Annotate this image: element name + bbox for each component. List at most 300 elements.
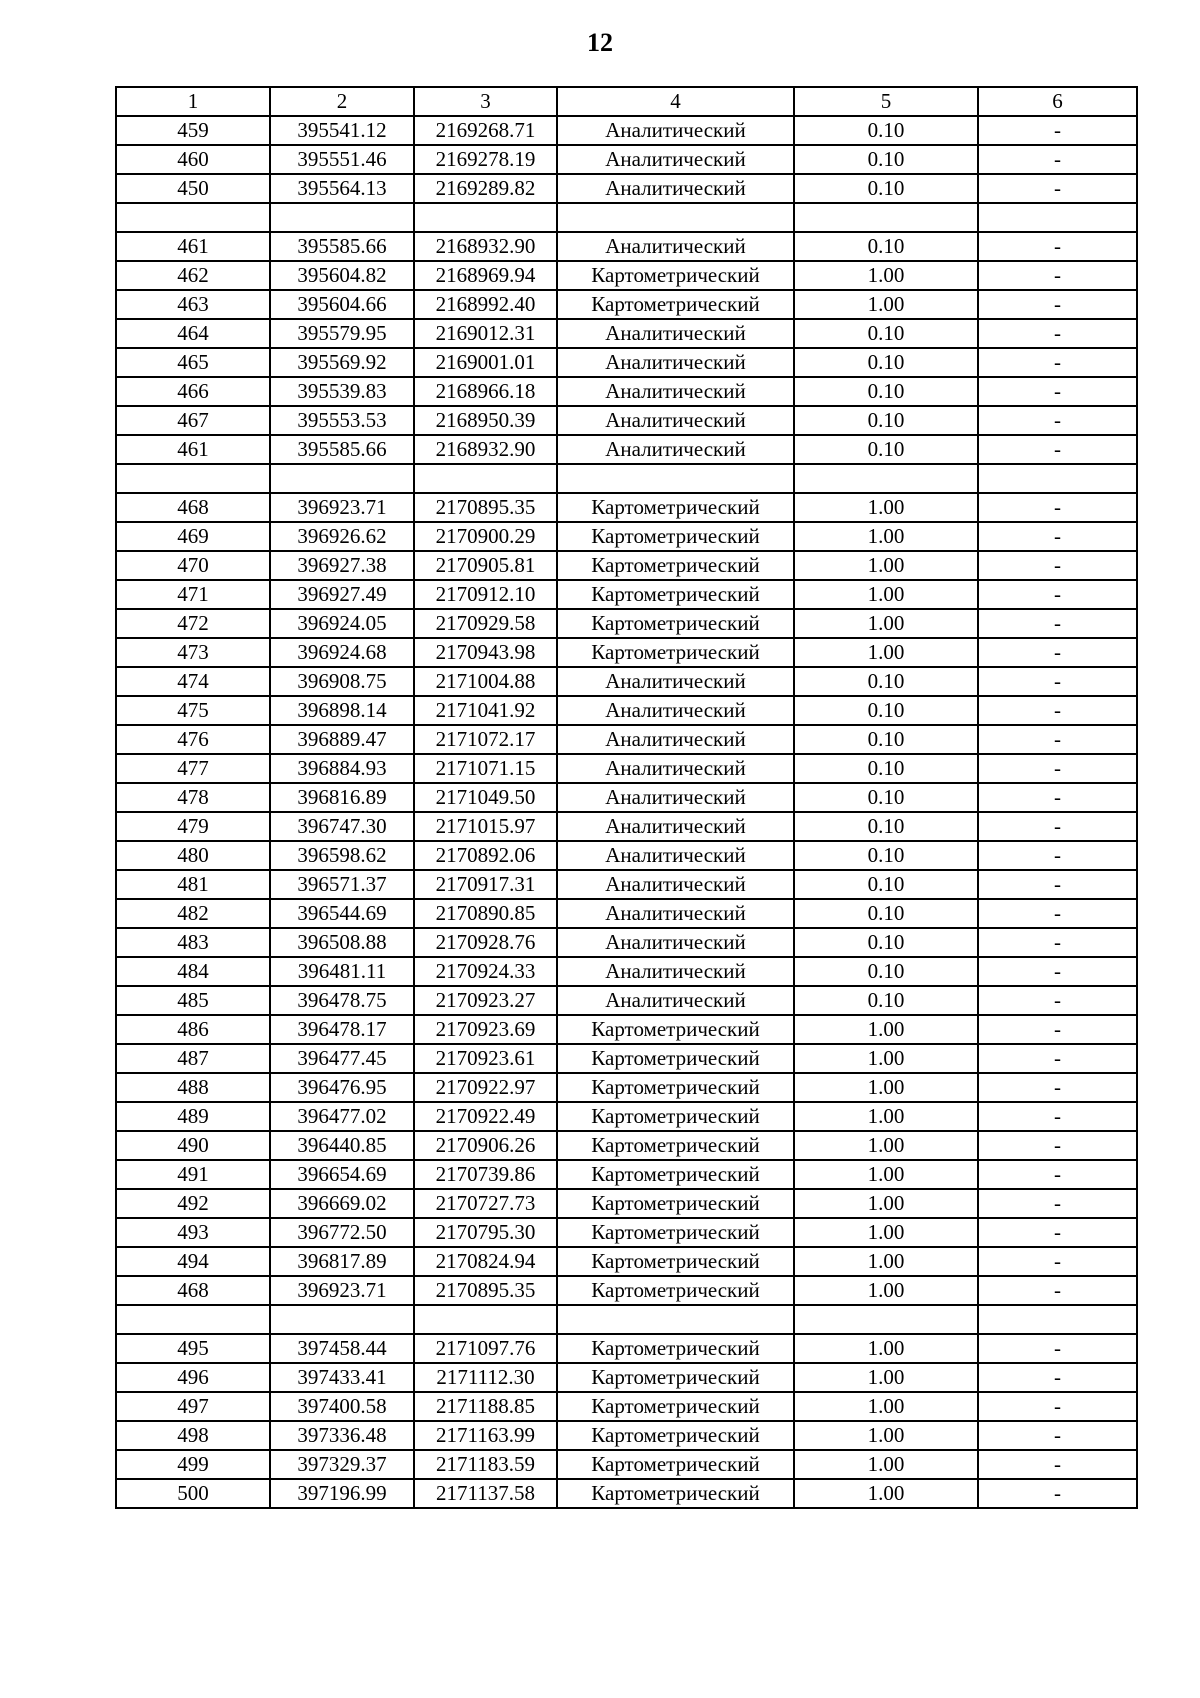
table-cell: 2171112.30 — [414, 1363, 557, 1392]
table-row — [116, 580, 1137, 609]
table-cell: 479 — [116, 812, 270, 841]
table-cell: Картометрический — [557, 551, 794, 580]
table-cell: Аналитический — [557, 783, 794, 812]
table-cell: - — [978, 667, 1137, 696]
table-cell: 2171049.50 — [414, 783, 557, 812]
table-cell: 396926.62 — [270, 522, 414, 551]
table-cell: 2170922.97 — [414, 1073, 557, 1102]
table-body — [116, 87, 1137, 1508]
table-cell: 1.00 — [794, 1334, 978, 1363]
table-cell: - — [978, 435, 1137, 464]
table-cell: 1.00 — [794, 1479, 978, 1508]
table-cell: Картометрический — [557, 261, 794, 290]
table-cell: - — [978, 348, 1137, 377]
table-cell: 2169012.31 — [414, 319, 557, 348]
table-cell: 483 — [116, 928, 270, 957]
table-row — [116, 1218, 1137, 1247]
table-cell: 1.00 — [794, 1218, 978, 1247]
table-cell: Картометрический — [557, 1450, 794, 1479]
table-row — [116, 1305, 1137, 1334]
table-cell: 395541.12 — [270, 116, 414, 145]
table-cell: 395604.66 — [270, 290, 414, 319]
header-cell: 1 — [116, 87, 270, 116]
table-cell: 468 — [116, 493, 270, 522]
table-cell: 0.10 — [794, 812, 978, 841]
table-cell: Картометрический — [557, 1334, 794, 1363]
table-cell: Картометрический — [557, 1363, 794, 1392]
table-cell: 395585.66 — [270, 232, 414, 261]
table-cell — [270, 203, 414, 232]
table-cell — [794, 464, 978, 493]
header-cell: 2 — [270, 87, 414, 116]
table-cell: Картометрический — [557, 1044, 794, 1073]
table-cell: 396816.89 — [270, 783, 414, 812]
header-cell: 5 — [794, 87, 978, 116]
table-cell: 2170922.49 — [414, 1102, 557, 1131]
table-cell: 491 — [116, 1160, 270, 1189]
table-cell: 396508.88 — [270, 928, 414, 957]
table-cell: 396598.62 — [270, 841, 414, 870]
table-cell: 396481.11 — [270, 957, 414, 986]
table-row — [116, 522, 1137, 551]
table-cell: - — [978, 1218, 1137, 1247]
table-cell: 464 — [116, 319, 270, 348]
table-cell: 496 — [116, 1363, 270, 1392]
table-cell: - — [978, 1073, 1137, 1102]
table-row — [116, 754, 1137, 783]
table-cell: 461 — [116, 435, 270, 464]
table-cell: - — [978, 609, 1137, 638]
table-cell: 460 — [116, 145, 270, 174]
table-cell — [116, 1305, 270, 1334]
table-cell: Аналитический — [557, 899, 794, 928]
table-cell: 396440.85 — [270, 1131, 414, 1160]
table-row — [116, 319, 1137, 348]
table-row — [116, 725, 1137, 754]
table-cell: - — [978, 1102, 1137, 1131]
table-cell: 2171097.76 — [414, 1334, 557, 1363]
table-cell: 396927.38 — [270, 551, 414, 580]
table-cell: Аналитический — [557, 870, 794, 899]
table-cell: Картометрический — [557, 609, 794, 638]
table-cell — [414, 464, 557, 493]
table-cell: - — [978, 986, 1137, 1015]
table-cell: Картометрический — [557, 1131, 794, 1160]
table-cell: - — [978, 725, 1137, 754]
table-row — [116, 377, 1137, 406]
header-row — [116, 87, 1137, 116]
table-cell: - — [978, 1044, 1137, 1073]
table-cell: 0.10 — [794, 986, 978, 1015]
table-cell — [978, 1305, 1137, 1334]
table-cell — [978, 464, 1137, 493]
table-cell: 465 — [116, 348, 270, 377]
table-cell: 471 — [116, 580, 270, 609]
table-cell: 494 — [116, 1247, 270, 1276]
table-cell: 2169001.01 — [414, 348, 557, 377]
table-cell: 397336.48 — [270, 1421, 414, 1450]
table-cell: 2170895.35 — [414, 493, 557, 522]
table-cell: 499 — [116, 1450, 270, 1479]
table-cell: 397400.58 — [270, 1392, 414, 1421]
table-cell: 0.10 — [794, 348, 978, 377]
table-cell: 396476.95 — [270, 1073, 414, 1102]
table-cell: 396544.69 — [270, 899, 414, 928]
table-cell: 2168992.40 — [414, 290, 557, 319]
table-cell: 472 — [116, 609, 270, 638]
table-cell: 2170900.29 — [414, 522, 557, 551]
table-cell: 2171163.99 — [414, 1421, 557, 1450]
table-cell: 461 — [116, 232, 270, 261]
table-cell: 2170890.85 — [414, 899, 557, 928]
table-cell: - — [978, 1334, 1137, 1363]
table-cell: - — [978, 493, 1137, 522]
table-cell: 475 — [116, 696, 270, 725]
table-cell: 395604.82 — [270, 261, 414, 290]
table-row — [116, 116, 1137, 145]
table-cell: Аналитический — [557, 986, 794, 1015]
table-cell: 477 — [116, 754, 270, 783]
table-cell: 2168950.39 — [414, 406, 557, 435]
table-cell: 396478.17 — [270, 1015, 414, 1044]
table-cell: - — [978, 319, 1137, 348]
table-row — [116, 812, 1137, 841]
table-cell: 1.00 — [794, 1102, 978, 1131]
table-cell: - — [978, 696, 1137, 725]
table-cell: 396654.69 — [270, 1160, 414, 1189]
table-cell: 395579.95 — [270, 319, 414, 348]
table-row — [116, 899, 1137, 928]
table-cell: 0.10 — [794, 783, 978, 812]
table-row — [116, 609, 1137, 638]
table-cell: 0.10 — [794, 435, 978, 464]
table-cell: 484 — [116, 957, 270, 986]
table-row — [116, 145, 1137, 174]
table-cell: 2168932.90 — [414, 232, 557, 261]
table-cell: 395553.53 — [270, 406, 414, 435]
table-cell: Картометрический — [557, 1189, 794, 1218]
table-cell: Аналитический — [557, 696, 794, 725]
table-cell: 2170906.26 — [414, 1131, 557, 1160]
table-cell: 490 — [116, 1131, 270, 1160]
table-cell — [557, 464, 794, 493]
table-cell: 396923.71 — [270, 1276, 414, 1305]
table-cell: Аналитический — [557, 348, 794, 377]
table-cell: 1.00 — [794, 580, 978, 609]
table-cell — [270, 1305, 414, 1334]
table-cell: 2170923.61 — [414, 1044, 557, 1073]
table-cell: 2170895.35 — [414, 1276, 557, 1305]
table-cell: 0.10 — [794, 667, 978, 696]
table-cell: 1.00 — [794, 1450, 978, 1479]
table-cell: - — [978, 1015, 1137, 1044]
table-cell: 396898.14 — [270, 696, 414, 725]
table-cell: - — [978, 1479, 1137, 1508]
table-cell: 2169278.19 — [414, 145, 557, 174]
table-row — [116, 1421, 1137, 1450]
table-cell: 1.00 — [794, 1276, 978, 1305]
table-cell: 500 — [116, 1479, 270, 1508]
table-row — [116, 435, 1137, 464]
table-cell: 492 — [116, 1189, 270, 1218]
table-cell: Аналитический — [557, 174, 794, 203]
table-cell: 0.10 — [794, 406, 978, 435]
table-cell: Картометрический — [557, 493, 794, 522]
table-row — [116, 1131, 1137, 1160]
table-row — [116, 174, 1137, 203]
table-row — [116, 1044, 1137, 1073]
table-cell: 397433.41 — [270, 1363, 414, 1392]
table-cell: 1.00 — [794, 1131, 978, 1160]
table-cell: 2169289.82 — [414, 174, 557, 203]
table-cell: 2170929.58 — [414, 609, 557, 638]
table-cell — [978, 203, 1137, 232]
table-cell: 462 — [116, 261, 270, 290]
table-cell: - — [978, 261, 1137, 290]
table-row — [116, 1015, 1137, 1044]
table-cell: 2170928.76 — [414, 928, 557, 957]
table-cell: 0.10 — [794, 754, 978, 783]
table-cell: 1.00 — [794, 1160, 978, 1189]
table-cell: 2170924.33 — [414, 957, 557, 986]
table-cell: Аналитический — [557, 406, 794, 435]
table-cell: 476 — [116, 725, 270, 754]
header-cell: 6 — [978, 87, 1137, 116]
table-cell: - — [978, 783, 1137, 812]
table-cell: 2171183.59 — [414, 1450, 557, 1479]
table-cell: 466 — [116, 377, 270, 406]
table-cell: 395539.83 — [270, 377, 414, 406]
table-cell: 1.00 — [794, 1015, 978, 1044]
table-cell: 2170912.10 — [414, 580, 557, 609]
table-cell: 2170943.98 — [414, 638, 557, 667]
table-row — [116, 1276, 1137, 1305]
table-cell: 1.00 — [794, 493, 978, 522]
table-cell: Аналитический — [557, 377, 794, 406]
table-cell: 1.00 — [794, 551, 978, 580]
table-row — [116, 986, 1137, 1015]
table-cell: - — [978, 174, 1137, 203]
table-cell: 0.10 — [794, 696, 978, 725]
table-row — [116, 783, 1137, 812]
table-cell: Аналитический — [557, 145, 794, 174]
table-cell: 467 — [116, 406, 270, 435]
table-row — [116, 1247, 1137, 1276]
table-cell: 2170824.94 — [414, 1247, 557, 1276]
table-cell: 473 — [116, 638, 270, 667]
table-cell: 395551.46 — [270, 145, 414, 174]
table-cell: 396478.75 — [270, 986, 414, 1015]
table-cell: 0.10 — [794, 928, 978, 957]
table-cell: Картометрический — [557, 1073, 794, 1102]
table-cell: 468 — [116, 1276, 270, 1305]
table-cell: - — [978, 1421, 1137, 1450]
table-cell — [270, 464, 414, 493]
table-cell: 487 — [116, 1044, 270, 1073]
table-cell: Картометрический — [557, 1218, 794, 1247]
table-cell: 0.10 — [794, 232, 978, 261]
table-cell: Аналитический — [557, 812, 794, 841]
table-cell: Картометрический — [557, 1015, 794, 1044]
table-cell: Аналитический — [557, 725, 794, 754]
table-cell: - — [978, 957, 1137, 986]
table-cell: 1.00 — [794, 1189, 978, 1218]
table-cell: 396924.68 — [270, 638, 414, 667]
table-cell: Аналитический — [557, 667, 794, 696]
table-cell: Картометрический — [557, 1247, 794, 1276]
table-cell: 1.00 — [794, 522, 978, 551]
table-cell: 396923.71 — [270, 493, 414, 522]
table-cell: 2168932.90 — [414, 435, 557, 464]
table-cell: 0.10 — [794, 145, 978, 174]
table-row — [116, 290, 1137, 319]
table-cell: Аналитический — [557, 928, 794, 957]
table-cell: 396772.50 — [270, 1218, 414, 1247]
table-cell: 397329.37 — [270, 1450, 414, 1479]
table-cell: - — [978, 754, 1137, 783]
table-cell: - — [978, 116, 1137, 145]
table-cell: 481 — [116, 870, 270, 899]
table-cell: 396571.37 — [270, 870, 414, 899]
table-cell: 396927.49 — [270, 580, 414, 609]
table-cell: 396884.93 — [270, 754, 414, 783]
table-cell: 0.10 — [794, 319, 978, 348]
page-number: 12 — [587, 28, 613, 57]
table-cell — [557, 203, 794, 232]
table-row — [116, 232, 1137, 261]
table-cell: 474 — [116, 667, 270, 696]
table-cell: 1.00 — [794, 1363, 978, 1392]
table-cell: 497 — [116, 1392, 270, 1421]
table-cell: 396669.02 — [270, 1189, 414, 1218]
table-cell: 1.00 — [794, 638, 978, 667]
table-cell: - — [978, 928, 1137, 957]
table-row — [116, 261, 1137, 290]
table-cell: Аналитический — [557, 841, 794, 870]
table-cell: - — [978, 1247, 1137, 1276]
table-cell: 2168969.94 — [414, 261, 557, 290]
table-cell: - — [978, 1189, 1137, 1218]
header-cell: 3 — [414, 87, 557, 116]
table-cell: 0.10 — [794, 899, 978, 928]
table-row — [116, 1073, 1137, 1102]
table-row — [116, 667, 1137, 696]
table-cell: 396477.02 — [270, 1102, 414, 1131]
table-cell: 396924.05 — [270, 609, 414, 638]
table-cell: 2170923.69 — [414, 1015, 557, 1044]
table-cell: Картометрический — [557, 1479, 794, 1508]
table-cell: 2170795.30 — [414, 1218, 557, 1247]
table-cell: - — [978, 406, 1137, 435]
table-cell: 2171188.85 — [414, 1392, 557, 1421]
table-cell: - — [978, 812, 1137, 841]
table-cell — [414, 1305, 557, 1334]
table-cell: 2169268.71 — [414, 116, 557, 145]
table-cell: 2170727.73 — [414, 1189, 557, 1218]
table-cell: 469 — [116, 522, 270, 551]
table-cell: 2171137.58 — [414, 1479, 557, 1508]
table-cell: 395564.13 — [270, 174, 414, 203]
table-cell — [794, 203, 978, 232]
table-cell: 2168966.18 — [414, 377, 557, 406]
table-cell: 395585.66 — [270, 435, 414, 464]
table-row — [116, 348, 1137, 377]
table-cell — [116, 464, 270, 493]
table-cell: Картометрический — [557, 1421, 794, 1450]
table-cell: 482 — [116, 899, 270, 928]
table-cell: Аналитический — [557, 957, 794, 986]
table-cell: - — [978, 1276, 1137, 1305]
table-cell: - — [978, 870, 1137, 899]
table-cell: - — [978, 232, 1137, 261]
table-row — [116, 870, 1137, 899]
table-row — [116, 1334, 1137, 1363]
table-cell: 470 — [116, 551, 270, 580]
table-cell — [794, 1305, 978, 1334]
header-cell: 4 — [557, 87, 794, 116]
table-cell: 495 — [116, 1334, 270, 1363]
table-cell: 1.00 — [794, 1421, 978, 1450]
table-cell: Картометрический — [557, 1160, 794, 1189]
table-cell: 2170923.27 — [414, 986, 557, 1015]
table-cell: 397196.99 — [270, 1479, 414, 1508]
table-cell: 2171072.17 — [414, 725, 557, 754]
table-cell: - — [978, 522, 1137, 551]
table-cell: 2171071.15 — [414, 754, 557, 783]
table-cell: 2171015.97 — [414, 812, 557, 841]
table-cell: - — [978, 1363, 1137, 1392]
table-row — [116, 1450, 1137, 1479]
table-cell: 396817.89 — [270, 1247, 414, 1276]
table-cell: 488 — [116, 1073, 270, 1102]
table-cell: 486 — [116, 1015, 270, 1044]
table-cell: Аналитический — [557, 116, 794, 145]
table-cell: - — [978, 899, 1137, 928]
coordinates-table — [115, 86, 1138, 1509]
table-cell: Аналитический — [557, 754, 794, 783]
table-cell: 0.10 — [794, 377, 978, 406]
table-cell: Аналитический — [557, 319, 794, 348]
table-cell: Аналитический — [557, 435, 794, 464]
table-cell: - — [978, 145, 1137, 174]
table-cell — [116, 203, 270, 232]
table-row — [116, 1160, 1137, 1189]
table-row — [116, 1102, 1137, 1131]
table-row — [116, 493, 1137, 522]
table-row — [116, 551, 1137, 580]
table-cell: 1.00 — [794, 609, 978, 638]
table-row — [116, 638, 1137, 667]
table-cell: 1.00 — [794, 1392, 978, 1421]
table-cell: - — [978, 1131, 1137, 1160]
table-cell: Картометрический — [557, 1102, 794, 1131]
table-cell: Картометрический — [557, 638, 794, 667]
table-cell: - — [978, 290, 1137, 319]
table-cell: - — [978, 580, 1137, 609]
table-cell: - — [978, 551, 1137, 580]
table-cell: 489 — [116, 1102, 270, 1131]
table-cell: 396889.47 — [270, 725, 414, 754]
table-row — [116, 406, 1137, 435]
table-row — [116, 696, 1137, 725]
table-cell: 0.10 — [794, 174, 978, 203]
table-cell: Картометрический — [557, 580, 794, 609]
table-cell: 493 — [116, 1218, 270, 1247]
table-cell: 0.10 — [794, 841, 978, 870]
table-cell: 2170892.06 — [414, 841, 557, 870]
table-cell: 1.00 — [794, 1073, 978, 1102]
table-cell: - — [978, 841, 1137, 870]
